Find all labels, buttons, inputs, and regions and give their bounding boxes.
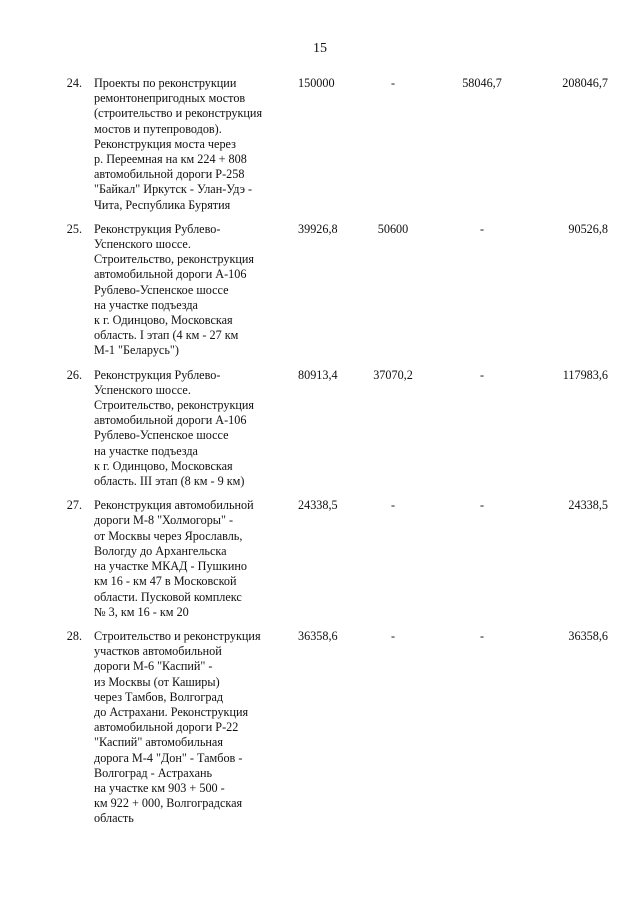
value-col-1: 150000	[298, 76, 335, 90]
value-col-1: 39926,8	[298, 221, 338, 236]
row-number: 28.	[66, 628, 82, 643]
value-col-2: -	[390, 498, 396, 513]
project-name: Реконструкция Рублево- Успенского шоссе. Строительство, реконструкция автомобильной дороги А-106 Рублево-Успенское шоссе на участке подъезда к г. Одинцово, Московская область. I этап (4 км - 27 км М-1 "Беларусь")	[94, 221, 255, 358]
value-col-2: -	[390, 628, 396, 643]
value-col-3: -	[479, 221, 485, 236]
page-number: 15	[313, 41, 327, 56]
value-col-3: 58046,7	[462, 76, 502, 90]
table-row	[0, 498, 640, 620]
table-row	[0, 76, 640, 213]
value-col-3: -	[479, 628, 485, 643]
document-table	[0, 76, 640, 836]
value-total: 117983,6	[562, 367, 608, 382]
value-col-2: 50600	[377, 221, 409, 236]
row-number: 27.	[66, 498, 82, 513]
value-col-3: -	[479, 498, 485, 513]
value-col-1: 36358,6	[298, 628, 338, 643]
value-total: 208046,7	[562, 76, 608, 90]
project-name: Проекты по реконструкции ремонтонепригодных мостов (строительство и реконструкция мостов и путепроводов). Реконструкция моста через р. Переемная на км 224 + 808 автомобильной дороги Р-258 "Байкал" Иркутск - Улан-Удэ - Чита, Республика Бурятия	[94, 76, 263, 212]
value-total: 36358,6	[568, 628, 608, 643]
table-row	[0, 222, 640, 359]
value-col-2: 37070,2	[373, 367, 413, 382]
value-col-2: -	[390, 76, 396, 90]
value-col-1: 80913,4	[298, 367, 338, 382]
row-number: 25.	[66, 221, 82, 236]
project-name: Реконструкция Рублево- Успенского шоссе. Строительство, реконструкция автомобильной дороги А-106 Рублево-Успенское шоссе на участке подъезда к г. Одинцово, Московская область. III этап (8 км - 9 км)	[94, 367, 255, 489]
project-name: Реконструкция автомобильной дороги М-8 "Холмогоры" - от Москвы через Ярославль, Вологду до Архангельска на участке МКАД - Пушкино км 16 - км 47 в Московской области. Пусковой комплекс № 3, км 16 - км 20	[94, 498, 254, 619]
table-row	[0, 629, 640, 827]
value-col-1: 24338,5	[298, 498, 338, 513]
project-name: Строительство и реконструкция участков автомобильной дороги М-6 "Каспий" - из Москвы (от Каширы) через Тамбов, Волгоград до Астрахани. Реконструкция автомобильной дороги Р-22 "Каспий" автомобильная дорога М-4 "Дон" - Тамбов - Волгоград - Астрахань на участке км 903 + 500 - км 922 + 000, Волгоградская область	[94, 628, 261, 826]
row-number: 26.	[66, 367, 82, 382]
value-col-3: -	[479, 367, 485, 382]
row-number: 24.	[66, 76, 82, 90]
value-total: 90526,8	[568, 221, 608, 236]
value-total: 24338,5	[568, 498, 608, 513]
table-row	[0, 368, 640, 490]
